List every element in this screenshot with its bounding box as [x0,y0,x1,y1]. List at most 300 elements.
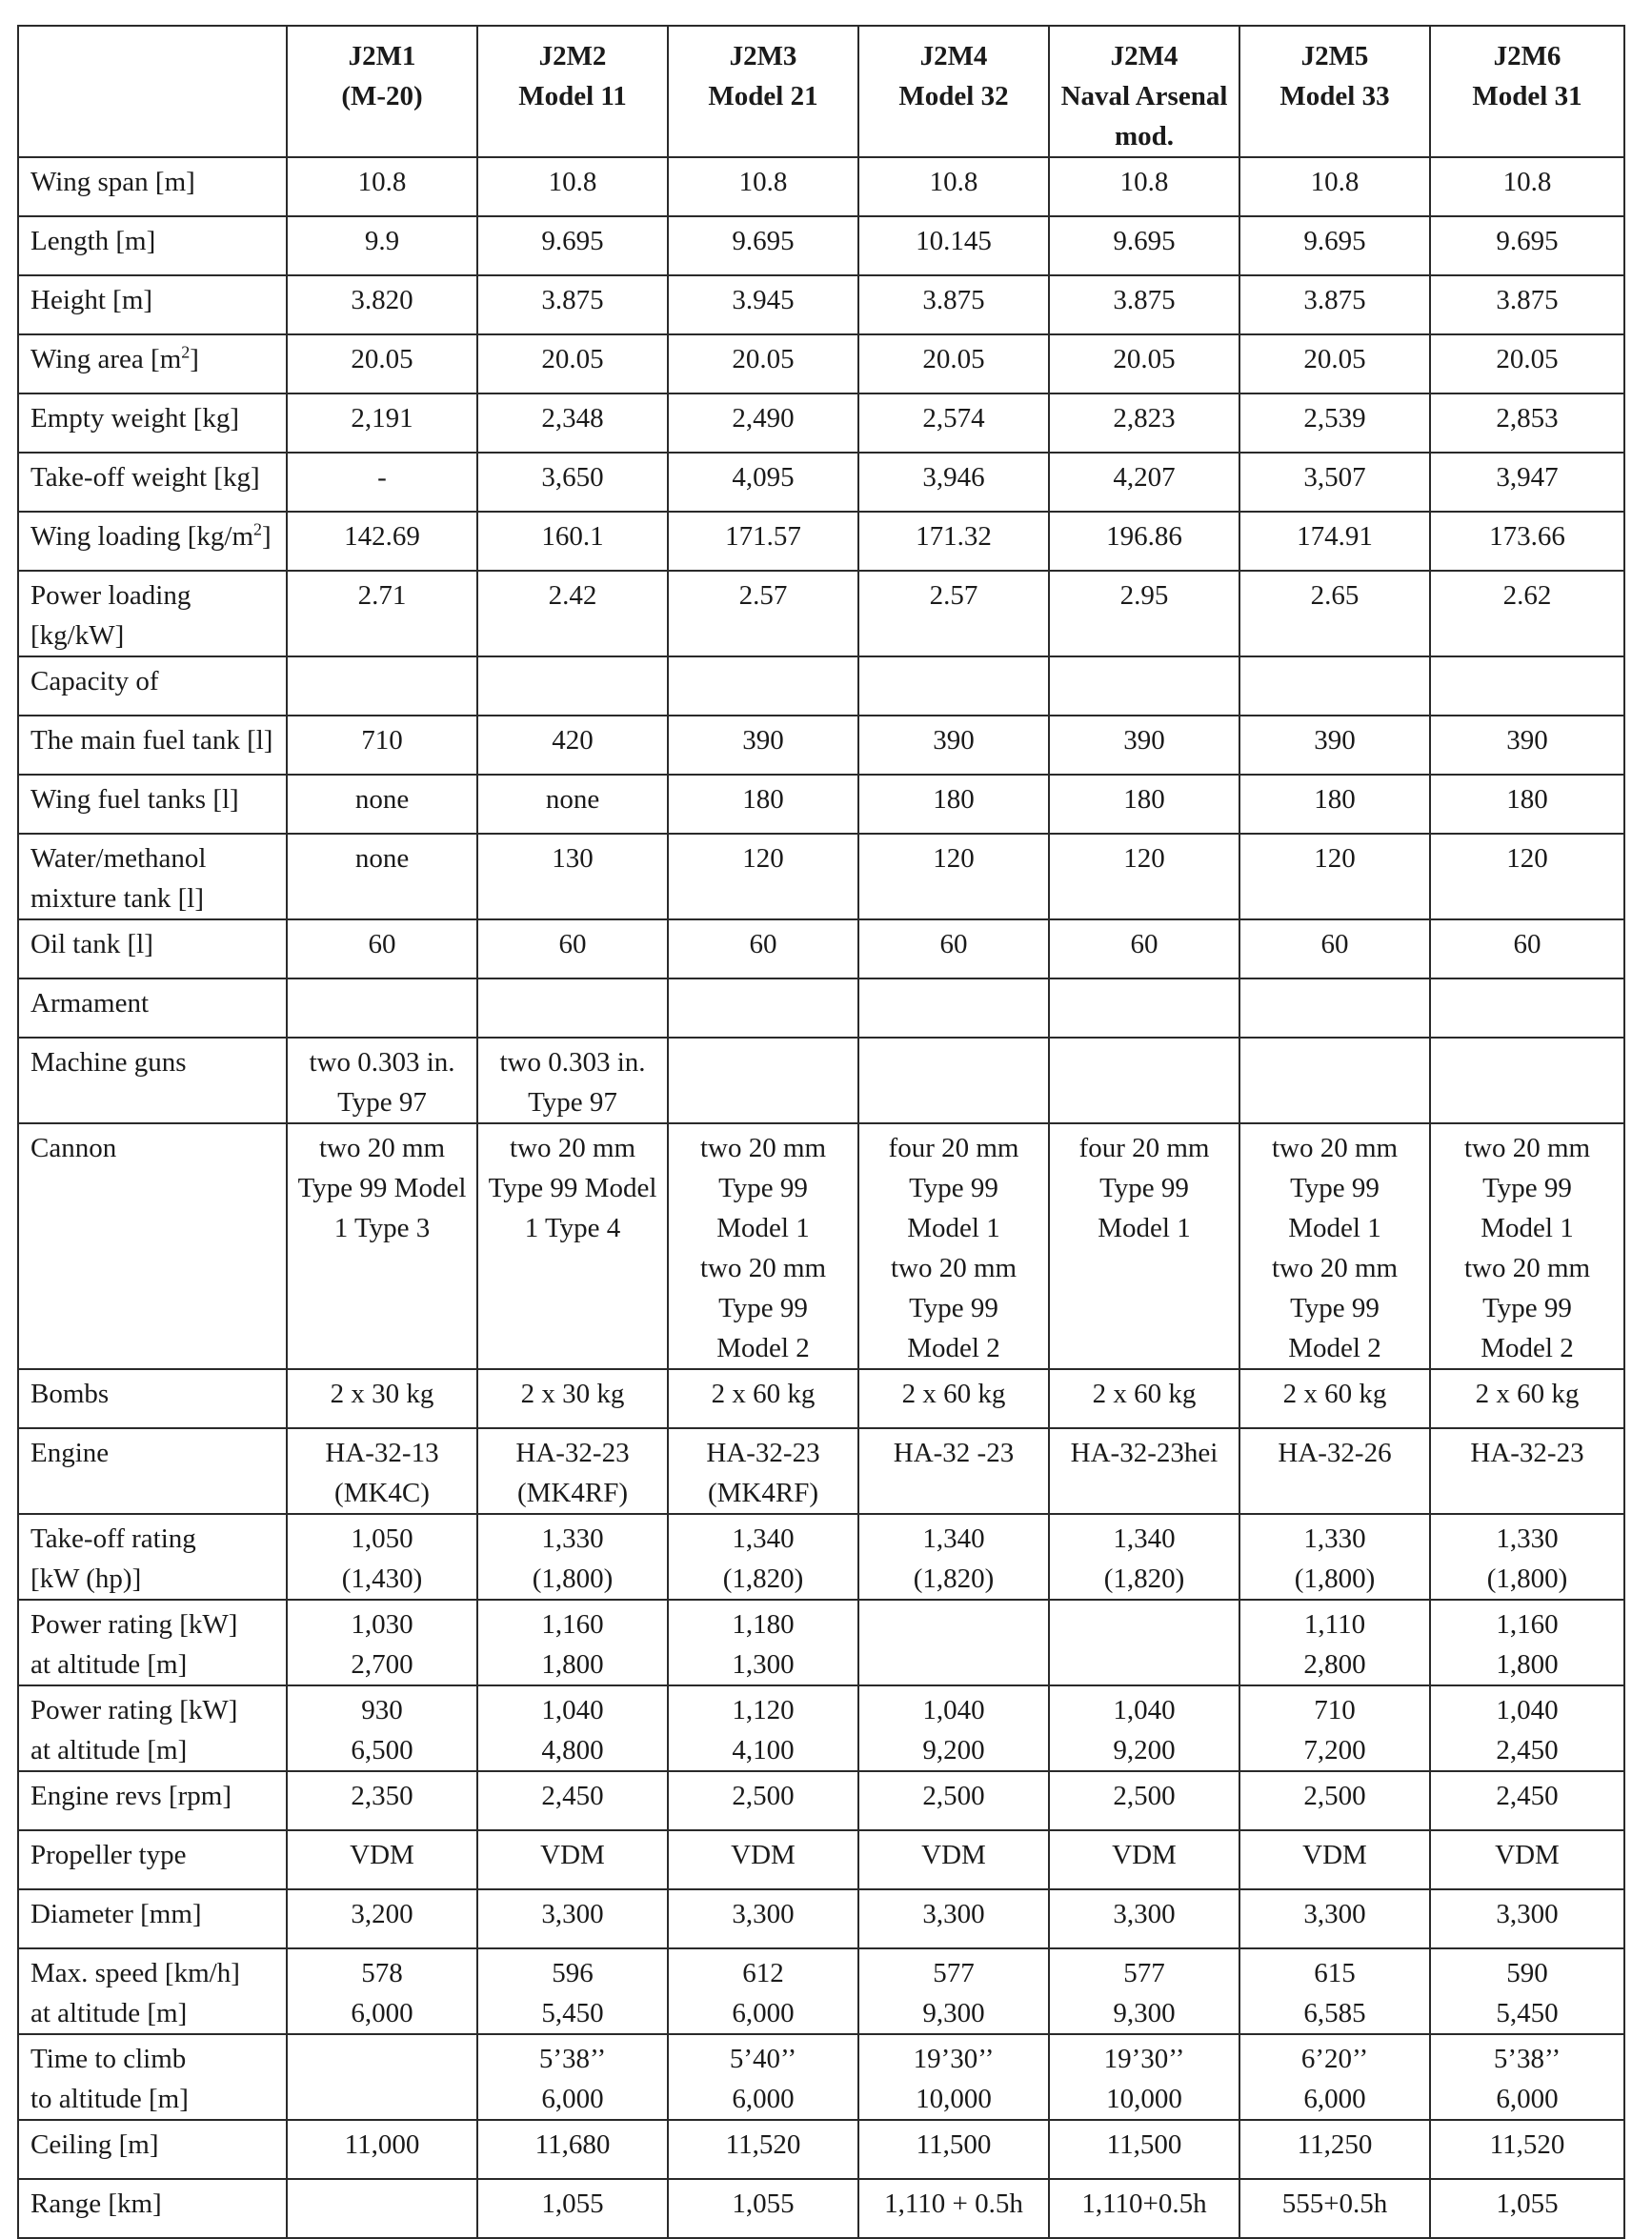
table-cell: 9.695 [1239,216,1430,275]
table-cell: 555+0.5h [1239,2179,1430,2238]
row-label-text: Max. speed [km/h] at altitude [m] [30,1958,240,2028]
table-cell: 2 x 60 kg [858,1369,1049,1428]
table-cell: 10.8 [858,157,1049,216]
row-label [18,1123,287,1369]
header-row [18,26,1624,157]
table-cell: 1,110 2,800 [1239,1600,1430,1685]
table-cell: 3,300 [477,1889,668,1948]
row-label-text: Height [m] [30,285,153,315]
table-row [18,1428,1624,1514]
table-cell: 180 [858,775,1049,834]
row-label-suffix: ] [190,344,199,374]
row-label-text: Engine [30,1438,110,1468]
table-cell: 2 x 60 kg [1430,1369,1624,1428]
table-cell [1239,656,1430,716]
row-label-text: Power rating [kW] at altitude [m] [30,1695,238,1765]
table-cell: 390 [1430,716,1624,775]
table-cell: 596 5,450 [477,1948,668,2034]
table-cell: 10.8 [287,157,477,216]
table-cell: 20.05 [1049,334,1239,393]
row-label-text: Bombs [30,1379,110,1409]
table-cell: 420 [477,716,668,775]
table-cell: 5’40’’ 6,000 [668,2034,858,2120]
table-cell: 9.695 [668,216,858,275]
table-cell: 60 [1049,919,1239,978]
table-cell: HA-32-23 (MK4RF) [668,1428,858,1514]
table-cell: 11,680 [477,2120,668,2179]
table-cell: 2,450 [477,1771,668,1830]
row-label-suffix: ] [262,521,272,552]
table-cell: 11,520 [1430,2120,1624,2179]
table-cell [858,656,1049,716]
table-cell: 1,340 (1,820) [1049,1514,1239,1600]
row-label [18,1600,287,1685]
table-row [18,1685,1624,1771]
row-label-text: Engine revs [rpm] [30,1781,232,1811]
table-row [18,978,1624,1038]
table-row [18,453,1624,512]
table-cell: 2,450 [1430,1771,1624,1830]
row-label [18,216,287,275]
table-cell: 1,180 1,300 [668,1600,858,1685]
table-cell: 710 [287,716,477,775]
table-cell [1049,656,1239,716]
table-row [18,334,1624,393]
table-cell [1430,656,1624,716]
table-cell: 19’30’’ 10,000 [1049,2034,1239,2120]
column-header-line2: Model 21 [708,81,818,111]
table-cell: VDM [1239,1830,1430,1889]
column-header-line1: J2M4 [919,41,988,71]
table-cell: 1,160 1,800 [477,1600,668,1685]
table-cell: 3.875 [1239,275,1430,334]
table-cell: 390 [1239,716,1430,775]
column-header-line1: J2M3 [729,41,797,71]
table-cell: 2.57 [668,571,858,656]
row-label [18,512,287,571]
table-row [18,275,1624,334]
table-cell: 2,490 [668,393,858,453]
row-label [18,1038,287,1123]
row-label [18,157,287,216]
row-label-text: Wing fuel tanks [l] [30,784,239,815]
table-row [18,834,1624,919]
table-cell: 3.875 [1430,275,1624,334]
table-cell: 578 6,000 [287,1948,477,2034]
table-row [18,1600,1624,1685]
column-header [477,26,668,157]
table-row [18,2120,1624,2179]
row-label [18,1889,287,1948]
table-cell: 3.875 [477,275,668,334]
row-label-text: Water/methanol mixture tank [l] [30,843,207,914]
table-cell: HA-32-13 (MK4C) [287,1428,477,1514]
table-cell: - [287,453,477,512]
row-label [18,453,287,512]
table-row [18,1038,1624,1123]
column-header-line2: Model 33 [1279,81,1390,111]
row-label-text: Ceiling [m] [30,2129,159,2160]
table-cell: 180 [1430,775,1624,834]
row-label [18,775,287,834]
table-cell [1049,1038,1239,1123]
row-label-text: Take-off rating [kW (hp)] [30,1523,196,1594]
table-cell: four 20 mm Type 99 Model 1 two 20 mm Type 99 Model 2 [858,1123,1049,1369]
table-cell [1239,1038,1430,1123]
table-cell: 1,110+0.5h [1049,2179,1239,2238]
row-label [18,334,287,393]
row-label [18,716,287,775]
table-cell: 10.8 [477,157,668,216]
table-cell: 2.65 [1239,571,1430,656]
table-cell: VDM [668,1830,858,1889]
row-label-text: Armament [30,988,150,1019]
row-label-superscript: 2 [181,342,191,362]
table-cell: 9.695 [477,216,668,275]
row-label [18,656,287,716]
table-cell [858,978,1049,1038]
table-cell: 120 [1430,834,1624,919]
row-label [18,834,287,919]
column-header-line2: Model 32 [898,81,1009,111]
table-cell: 180 [1239,775,1430,834]
column-header [1049,26,1239,157]
table-cell: 2,350 [287,1771,477,1830]
row-label [18,393,287,453]
table-cell: HA-32-23 [1430,1428,1624,1514]
table-cell: 120 [1049,834,1239,919]
table-row [18,656,1624,716]
table-cell: 20.05 [477,334,668,393]
table-cell [287,2179,477,2238]
table-cell: 20.05 [858,334,1049,393]
table-cell: 60 [287,919,477,978]
table-cell: 2.95 [1049,571,1239,656]
table-cell: 5’38’’ 6,000 [477,2034,668,2120]
table-cell: 5’38’’ 6,000 [1430,2034,1624,2120]
table-cell: 2,574 [858,393,1049,453]
row-label-text: Wing span [m] [30,167,195,197]
table-cell: 1,330 (1,800) [1239,1514,1430,1600]
table-cell: 3,300 [858,1889,1049,1948]
row-label [18,1771,287,1830]
table-cell: 3,300 [668,1889,858,1948]
row-label-text: Length [m] [30,226,156,256]
table-cell: 590 5,450 [1430,1948,1624,2034]
table-row [18,775,1624,834]
table-cell: 2,500 [1049,1771,1239,1830]
table-cell: 3.945 [668,275,858,334]
row-label [18,978,287,1038]
table-cell: 10.8 [1430,157,1624,216]
table-cell [287,978,477,1038]
column-header-line2: (M-20) [341,81,423,111]
table-cell: 160.1 [477,512,668,571]
table-cell: VDM [1049,1830,1239,1889]
table-cell: VDM [1430,1830,1624,1889]
table-cell: 60 [858,919,1049,978]
table-cell: 2.57 [858,571,1049,656]
table-cell: 4,207 [1049,453,1239,512]
table-cell: two 20 mm Type 99 Model 1 two 20 mm Type 99 Model 2 [1430,1123,1624,1369]
table-row [18,393,1624,453]
table-cell: two 20 mm Type 99 Model 1 two 20 mm Type 99 Model 2 [1239,1123,1430,1369]
table-row [18,1771,1624,1830]
table-cell [668,1038,858,1123]
table-cell: 3,946 [858,453,1049,512]
table-cell: 577 9,300 [858,1948,1049,2034]
table-cell: HA-32-23 (MK4RF) [477,1428,668,1514]
table-cell: 577 9,300 [1049,1948,1239,2034]
table-cell: 1,040 9,200 [858,1685,1049,1771]
table-cell: 2,823 [1049,393,1239,453]
table-cell: 3,200 [287,1889,477,1948]
column-header [858,26,1049,157]
table-cell: 3,300 [1049,1889,1239,1948]
table-row [18,1514,1624,1600]
column-header-line3: mod. [1114,121,1175,151]
table-cell: 6’20’’ 6,000 [1239,2034,1430,2120]
table-cell: two 20 mm Type 99 Model 1 Type 3 [287,1123,477,1369]
row-label [18,2179,287,2238]
row-label-text: Empty weight [kg] [30,403,240,434]
table-cell: 2,500 [668,1771,858,1830]
row-label [18,1514,287,1600]
table-cell: 1,055 [668,2179,858,2238]
table-cell: 2.42 [477,571,668,656]
table-cell: 10.8 [1239,157,1430,216]
row-label-text: Propeller type [30,1840,187,1870]
table-cell: 20.05 [287,334,477,393]
table-cell: 120 [668,834,858,919]
table-cell: 20.05 [668,334,858,393]
table-body [18,157,1624,2238]
table-cell: 11,000 [287,2120,477,2179]
row-label [18,275,287,334]
row-label-text: Power loading [kg/kW] [30,580,191,651]
table-cell: 1,330 (1,800) [477,1514,668,1600]
table-cell: 710 7,200 [1239,1685,1430,1771]
row-label-superscript: 2 [253,519,263,539]
table-cell [858,1038,1049,1123]
table-cell: HA-32 -23 [858,1428,1049,1514]
table-cell: 3,300 [1239,1889,1430,1948]
table-cell: 1,110 + 0.5h [858,2179,1049,2238]
table-cell: 3.875 [1049,275,1239,334]
table-cell [1049,978,1239,1038]
table-cell: 11,500 [858,2120,1049,2179]
table-row [18,1948,1624,2034]
row-label-text: Take-off weight [kg] [30,462,260,493]
column-header-line2: Model 11 [518,81,627,111]
table-cell [668,978,858,1038]
row-label [18,571,287,656]
table-cell: none [287,775,477,834]
table-cell [287,656,477,716]
table-cell: 2 x 60 kg [668,1369,858,1428]
column-header-line1: J2M1 [348,41,416,71]
table-cell: 174.91 [1239,512,1430,571]
table-cell: 142.69 [287,512,477,571]
row-label-text: Range [km] [30,2189,162,2219]
column-header [668,26,858,157]
column-header-line1: J2M4 [1110,41,1179,71]
row-label [18,1830,287,1889]
table-cell: two 20 mm Type 99 Model 1 two 20 mm Type 99 Model 2 [668,1123,858,1369]
table-cell: 2 x 30 kg [287,1369,477,1428]
corner-cell [18,26,287,157]
table-cell: 11,500 [1049,2120,1239,2179]
row-label-text: Diameter [mm] [30,1899,202,1929]
table-cell: HA-32-26 [1239,1428,1430,1514]
table-cell [287,2034,477,2120]
table-cell: 9.695 [1430,216,1624,275]
table-cell: 2,500 [1239,1771,1430,1830]
row-label-text: Oil tank [l] [30,929,153,959]
column-header-line1: J2M2 [538,41,607,71]
table-cell: 60 [1239,919,1430,978]
table-row [18,216,1624,275]
table-cell: 1,050 (1,430) [287,1514,477,1600]
column-header [1430,26,1624,157]
table-cell: 390 [668,716,858,775]
table-cell: 196.86 [1049,512,1239,571]
table-cell: 390 [858,716,1049,775]
table-cell: 171.32 [858,512,1049,571]
table-cell [1430,1038,1624,1123]
table-cell: 390 [1049,716,1239,775]
table-cell: 120 [858,834,1049,919]
table-cell: 1,055 [477,2179,668,2238]
table-cell: 10.8 [1049,157,1239,216]
column-header [287,26,477,157]
table-cell: 11,520 [668,2120,858,2179]
table-cell: 60 [477,919,668,978]
column-header-line1: J2M6 [1493,41,1561,71]
table-row [18,1889,1624,1948]
column-header-line2: Naval Arsenal [1060,81,1228,111]
row-label [18,919,287,978]
table-cell: two 0.303 in. Type 97 [287,1038,477,1123]
column-header-line2: Model 31 [1472,81,1582,111]
column-header-line1: J2M5 [1300,41,1369,71]
table-cell: 20.05 [1430,334,1624,393]
specifications-table [17,25,1625,2239]
table-cell: 3,947 [1430,453,1624,512]
table-cell: two 20 mm Type 99 Model 1 Type 4 [477,1123,668,1369]
table-cell: 1,340 (1,820) [668,1514,858,1600]
table-row [18,512,1624,571]
row-label [18,2120,287,2179]
table-cell: 2.71 [287,571,477,656]
table-row [18,919,1624,978]
table-cell: HA-32-23hei [1049,1428,1239,1514]
row-label-text: Cannon [30,1133,117,1163]
table-cell: 615 6,585 [1239,1948,1430,2034]
table-cell: 2,348 [477,393,668,453]
table-row [18,157,1624,216]
table-row [18,716,1624,775]
row-label-text: The main fuel tank [l] [30,725,273,756]
table-cell [477,978,668,1038]
table-row [18,2034,1624,2120]
table-cell: 2 x 60 kg [1049,1369,1239,1428]
table-cell: 1,120 4,100 [668,1685,858,1771]
table-row [18,2179,1624,2238]
table-row [18,571,1624,656]
table-cell: VDM [477,1830,668,1889]
table-cell: two 0.303 in. Type 97 [477,1038,668,1123]
table-cell: 2.62 [1430,571,1624,656]
table-cell: 1,160 1,800 [1430,1600,1624,1685]
table-cell: none [477,775,668,834]
table-cell: 3.875 [858,275,1049,334]
table-cell: 9.9 [287,216,477,275]
table-cell: 9.695 [1049,216,1239,275]
table-cell: 11,250 [1239,2120,1430,2179]
table-cell: 20.05 [1239,334,1430,393]
table-cell: 2 x 60 kg [1239,1369,1430,1428]
table-cell: 3,650 [477,453,668,512]
table-cell [668,656,858,716]
table-row [18,1369,1624,1428]
table-cell: 4,095 [668,453,858,512]
table-cell: 612 6,000 [668,1948,858,2034]
table-cell: 3.820 [287,275,477,334]
table-cell: 1,040 2,450 [1430,1685,1624,1771]
table-cell: 171.57 [668,512,858,571]
table-cell: 1,330 (1,800) [1430,1514,1624,1600]
table-cell: 3,300 [1430,1889,1624,1948]
table-cell: 2,191 [287,393,477,453]
row-label-text: Wing area [m [30,344,182,374]
row-label-text: Wing loading [kg/m [30,521,254,552]
table-cell [1430,978,1624,1038]
table-cell: 180 [1049,775,1239,834]
table-cell: 1,055 [1430,2179,1624,2238]
table-cell [1239,978,1430,1038]
row-label-text: Time to climb to altitude [m] [30,2044,189,2114]
table-cell: 3,507 [1239,453,1430,512]
row-label [18,2034,287,2120]
table-cell: 2,539 [1239,393,1430,453]
table-cell: 19’30’’ 10,000 [858,2034,1049,2120]
table-cell: 2,853 [1430,393,1624,453]
table-cell: 10.145 [858,216,1049,275]
row-label [18,1428,287,1514]
table-cell: 2,500 [858,1771,1049,1830]
column-header [1239,26,1430,157]
table-cell: 1,040 9,200 [1049,1685,1239,1771]
table-cell: 1,340 (1,820) [858,1514,1049,1600]
table-row [18,1123,1624,1369]
table-cell: 120 [1239,834,1430,919]
table-cell: 60 [1430,919,1624,978]
row-label [18,1685,287,1771]
table-cell: 10.8 [668,157,858,216]
table-row [18,1830,1624,1889]
table-cell: 2 x 30 kg [477,1369,668,1428]
table-cell [1049,1600,1239,1685]
row-label-text: Power rating [kW] at altitude [m] [30,1609,238,1680]
table-cell: 173.66 [1430,512,1624,571]
table-cell: 180 [668,775,858,834]
table-cell: 930 6,500 [287,1685,477,1771]
table-cell: four 20 mm Type 99 Model 1 [1049,1123,1239,1369]
table-cell: none [287,834,477,919]
row-label-text: Capacity of [30,666,159,696]
table-cell: 1,040 4,800 [477,1685,668,1771]
